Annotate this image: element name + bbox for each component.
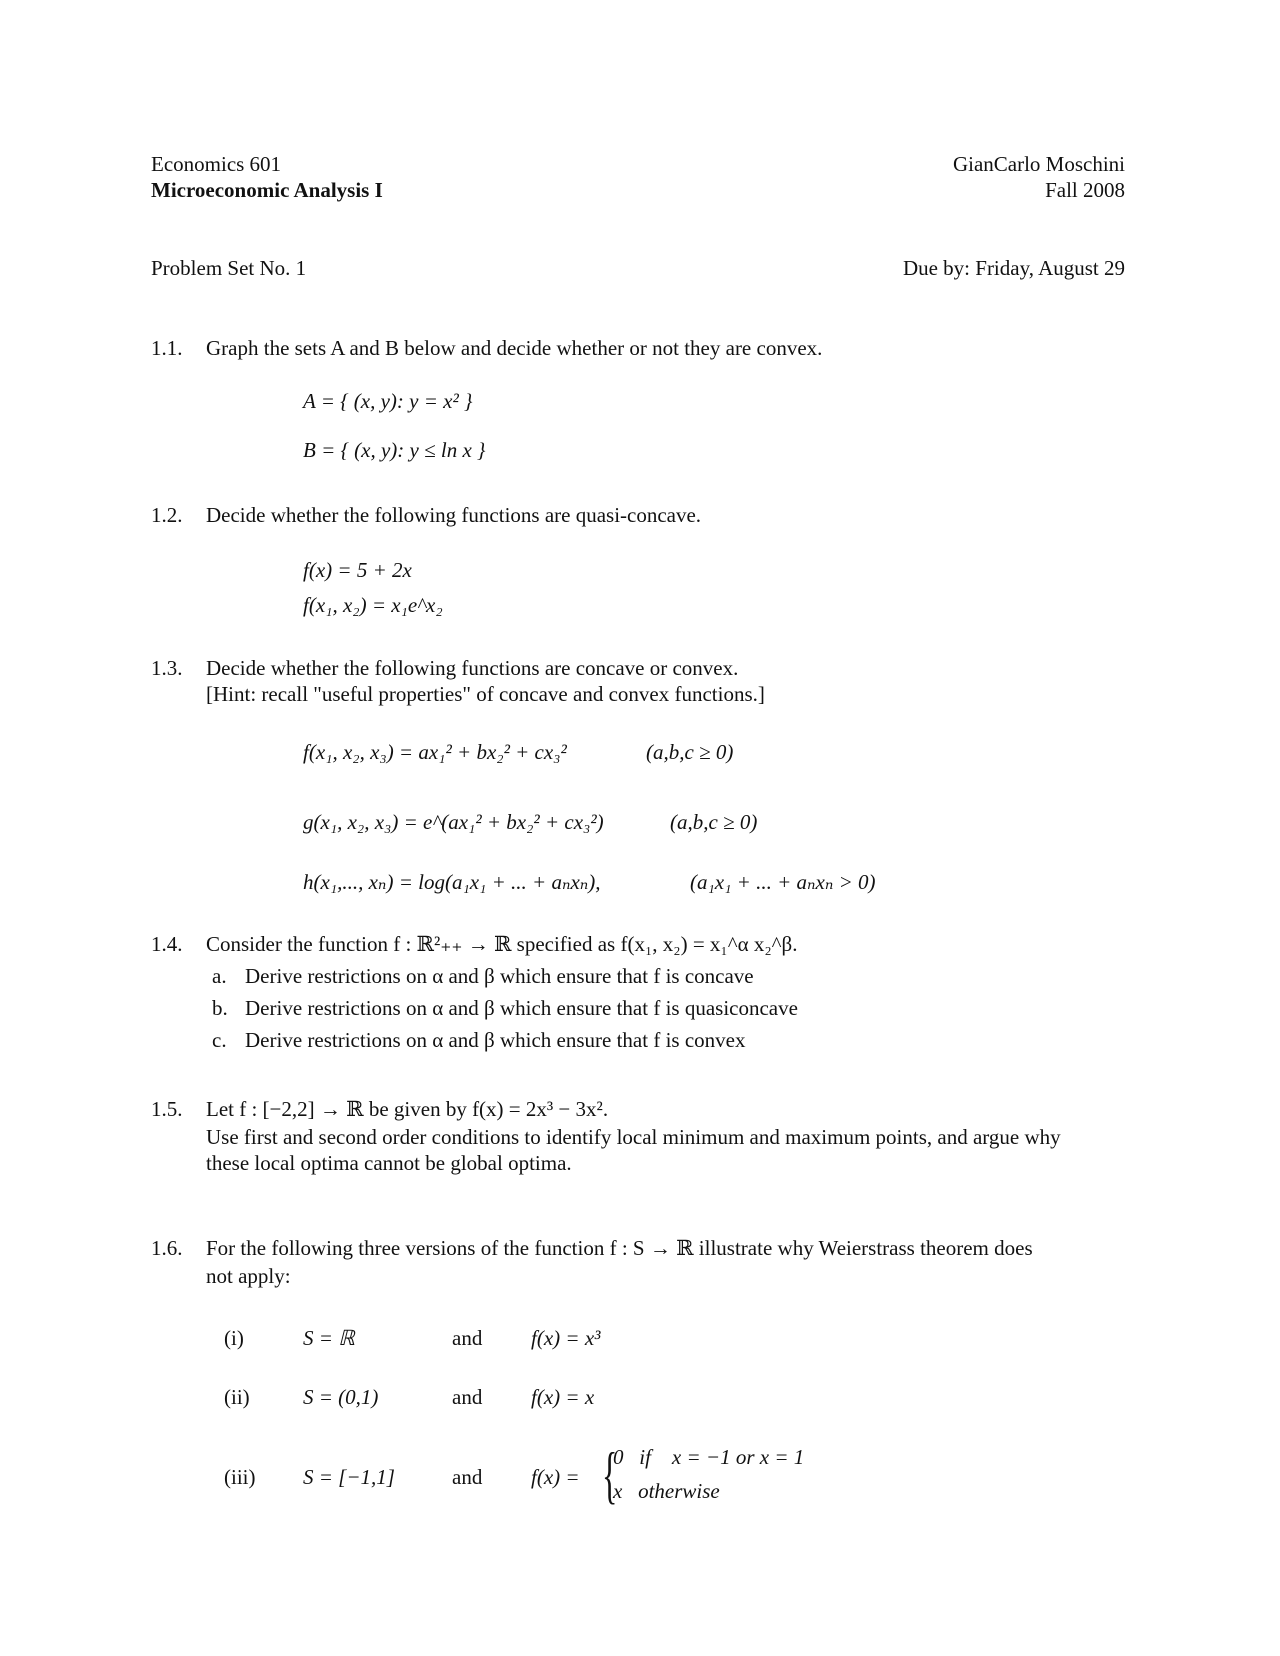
problem-text: Use first and second order conditions to identify local minimum and maximum points, and argue why — [206, 1125, 1061, 1149]
course-code: Economics 601 — [151, 152, 282, 176]
piecewise-case-1: 0 if x = −1 or x = 1 — [613, 1445, 805, 1469]
h-condition: (a₁x₁ + ... + aₙxₙ > 0) — [690, 870, 876, 894]
problem-hint: [Hint: recall "useful properties" of concave and convex functions.] — [206, 682, 765, 706]
problem-number: 1.4. — [151, 932, 183, 956]
piecewise-case-2: x otherwise — [613, 1479, 720, 1503]
problem-text: Decide whether the following functions are quasi-concave. — [206, 503, 702, 527]
instructor-name: GianCarlo Moschini — [952, 152, 1125, 176]
case-function: f(x) = x — [531, 1385, 595, 1409]
case-label: (iii) — [224, 1465, 256, 1489]
problem-text: Decide whether the following functions are concave or convex. — [206, 656, 739, 680]
problem-number: 1.5. — [151, 1097, 183, 1121]
case-label: (i) — [224, 1326, 244, 1350]
problem-number: 1.3. — [151, 656, 183, 680]
problem-number: 1.1. — [151, 336, 183, 360]
case-set: S = (0,1) — [303, 1385, 379, 1409]
item-text: Derive restrictions on α and β which ensure that f is concave — [245, 964, 754, 988]
set-a-equation: A = { (x, y): y = x² } — [303, 389, 473, 413]
case-set: S = ℝ — [303, 1326, 355, 1350]
case-and: and — [452, 1326, 483, 1350]
problem-text: not apply: — [206, 1264, 291, 1288]
item-label: a. — [212, 964, 227, 988]
problem-text: For the following three versions of the function f : S → ℝ illustrate why Weierstrass theorem does — [206, 1236, 1033, 1260]
item-text: Derive restrictions on α and β which ensure that f is convex — [245, 1028, 746, 1052]
problem-text: Let f : [−2,2] → ℝ be given by f(x) = 2x³ − 3x². — [206, 1097, 609, 1121]
case-and: and — [452, 1385, 483, 1409]
function-equation: f(x₁, x₂) = x₁e^x₂ — [303, 593, 443, 617]
problem-number: 1.6. — [151, 1236, 183, 1260]
case-function: f(x) = — [531, 1465, 580, 1489]
g-condition: (a,b,c ≥ 0) — [670, 810, 758, 834]
problem-set-title: Problem Set No. 1 — [151, 256, 307, 280]
problem-number: 1.2. — [151, 503, 183, 527]
item-label: b. — [212, 996, 228, 1020]
item-text: Derive restrictions on α and β which ensure that f is quasiconcave — [245, 996, 798, 1020]
term: Fall 2008 — [1045, 178, 1125, 202]
f-condition: (a,b,c ≥ 0) — [646, 740, 734, 764]
case-function: f(x) = x³ — [531, 1326, 601, 1350]
set-b-equation: B = { (x, y): y ≤ ln x } — [303, 438, 486, 462]
item-label: c. — [212, 1028, 227, 1052]
due-date: Due by: Friday, August 29 — [902, 256, 1125, 280]
piecewise-brace: { — [602, 1439, 618, 1510]
g-equation: g(x₁, x₂, x₃) = e^(ax₁² + bx₂² + cx₃²) — [303, 810, 604, 834]
h-equation: h(x₁,..., xₙ) = log(a₁x₁ + ... + aₙxₙ), — [303, 870, 601, 894]
course-title: Microeconomic Analysis I — [151, 178, 383, 202]
problem-text: these local optima cannot be global optima. — [206, 1151, 572, 1175]
case-and: and — [452, 1465, 483, 1489]
problem-text: Consider the function f : ℝ²₊₊ → ℝ specified as f(x₁, x₂) = x₁^α x₂^β. — [206, 932, 798, 956]
problem-text: Graph the sets A and B below and decide whether or not they are convex. — [206, 336, 823, 360]
function-equation: f(x) = 5 + 2x — [303, 558, 412, 582]
case-set: S = [−1,1] — [303, 1465, 395, 1489]
f-equation: f(x₁, x₂, x₃) = ax₁² + bx₂² + cx₃² — [303, 740, 567, 764]
case-label: (ii) — [224, 1385, 250, 1409]
